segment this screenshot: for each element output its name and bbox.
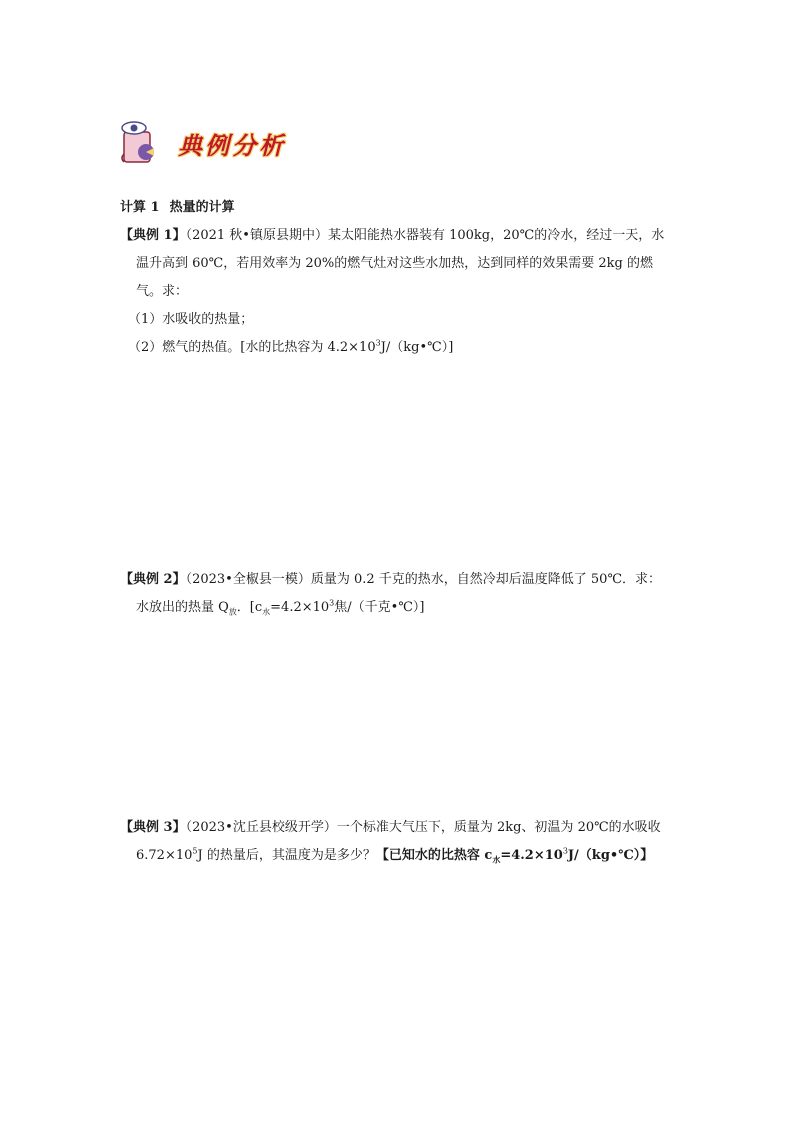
example-3-line-1: 【典例 3】（2023•沈丘县校级开学）一个标准大气压下，质量为 2kg、初温为 20℃的水吸收 bbox=[120, 820, 661, 835]
example-1-question-1: （1）水吸收的热量； bbox=[128, 312, 254, 327]
example-1-line-2: 温升高到 60℃，若用效率为 20%的燃气灶对这些水加热，达到同样的效果需要 2kg 的燃 bbox=[136, 256, 653, 271]
example-3 bbox=[120, 814, 680, 870]
example-1-line-3: 气。求： bbox=[136, 284, 189, 299]
example-1-line-1: 【典例 1】（2021 秋•镇原县期中）某太阳能热水器装有 100kg，20℃的冷水，经过一天，水 bbox=[120, 228, 665, 243]
example-1-question-2: （2）燃气的热值。[水的比热容为 $4.2\times 10^3J/(kg•℃)$] bbox=[128, 338, 454, 355]
section-label: 计算 1 bbox=[120, 200, 160, 215]
section-heading bbox=[120, 196, 235, 215]
example-2-line-1: 【典例 2】（2023•全椒县一模）质量为 0.2 千克的热水，自然冷却后温度降低了 50℃．求： bbox=[120, 572, 661, 587]
example-2-line-2: 水放出的热量 $Q_放$．[$c_水=4.2\times 10^3$焦/（千克•℃）] bbox=[136, 598, 425, 617]
eye-scroll-icon bbox=[116, 118, 172, 168]
section-header bbox=[116, 118, 286, 168]
example-2-tag: 【典例 2】 bbox=[120, 572, 186, 587]
example-3-line-2: $6.72\times 10^5J$ 的热量后，其温度为是多少？【已知水的比热容 $c_水=4.2\times 10^3J/(kg•℃)$】 bbox=[136, 846, 654, 865]
example-2 bbox=[120, 566, 680, 622]
example-1 bbox=[120, 222, 680, 362]
page-title: 典例分析 bbox=[178, 131, 286, 160]
example-3-tag: 【典例 3】 bbox=[120, 820, 186, 835]
example-1-tag: 【典例 1】 bbox=[120, 228, 186, 243]
section-title: 热量的计算 bbox=[169, 200, 235, 215]
